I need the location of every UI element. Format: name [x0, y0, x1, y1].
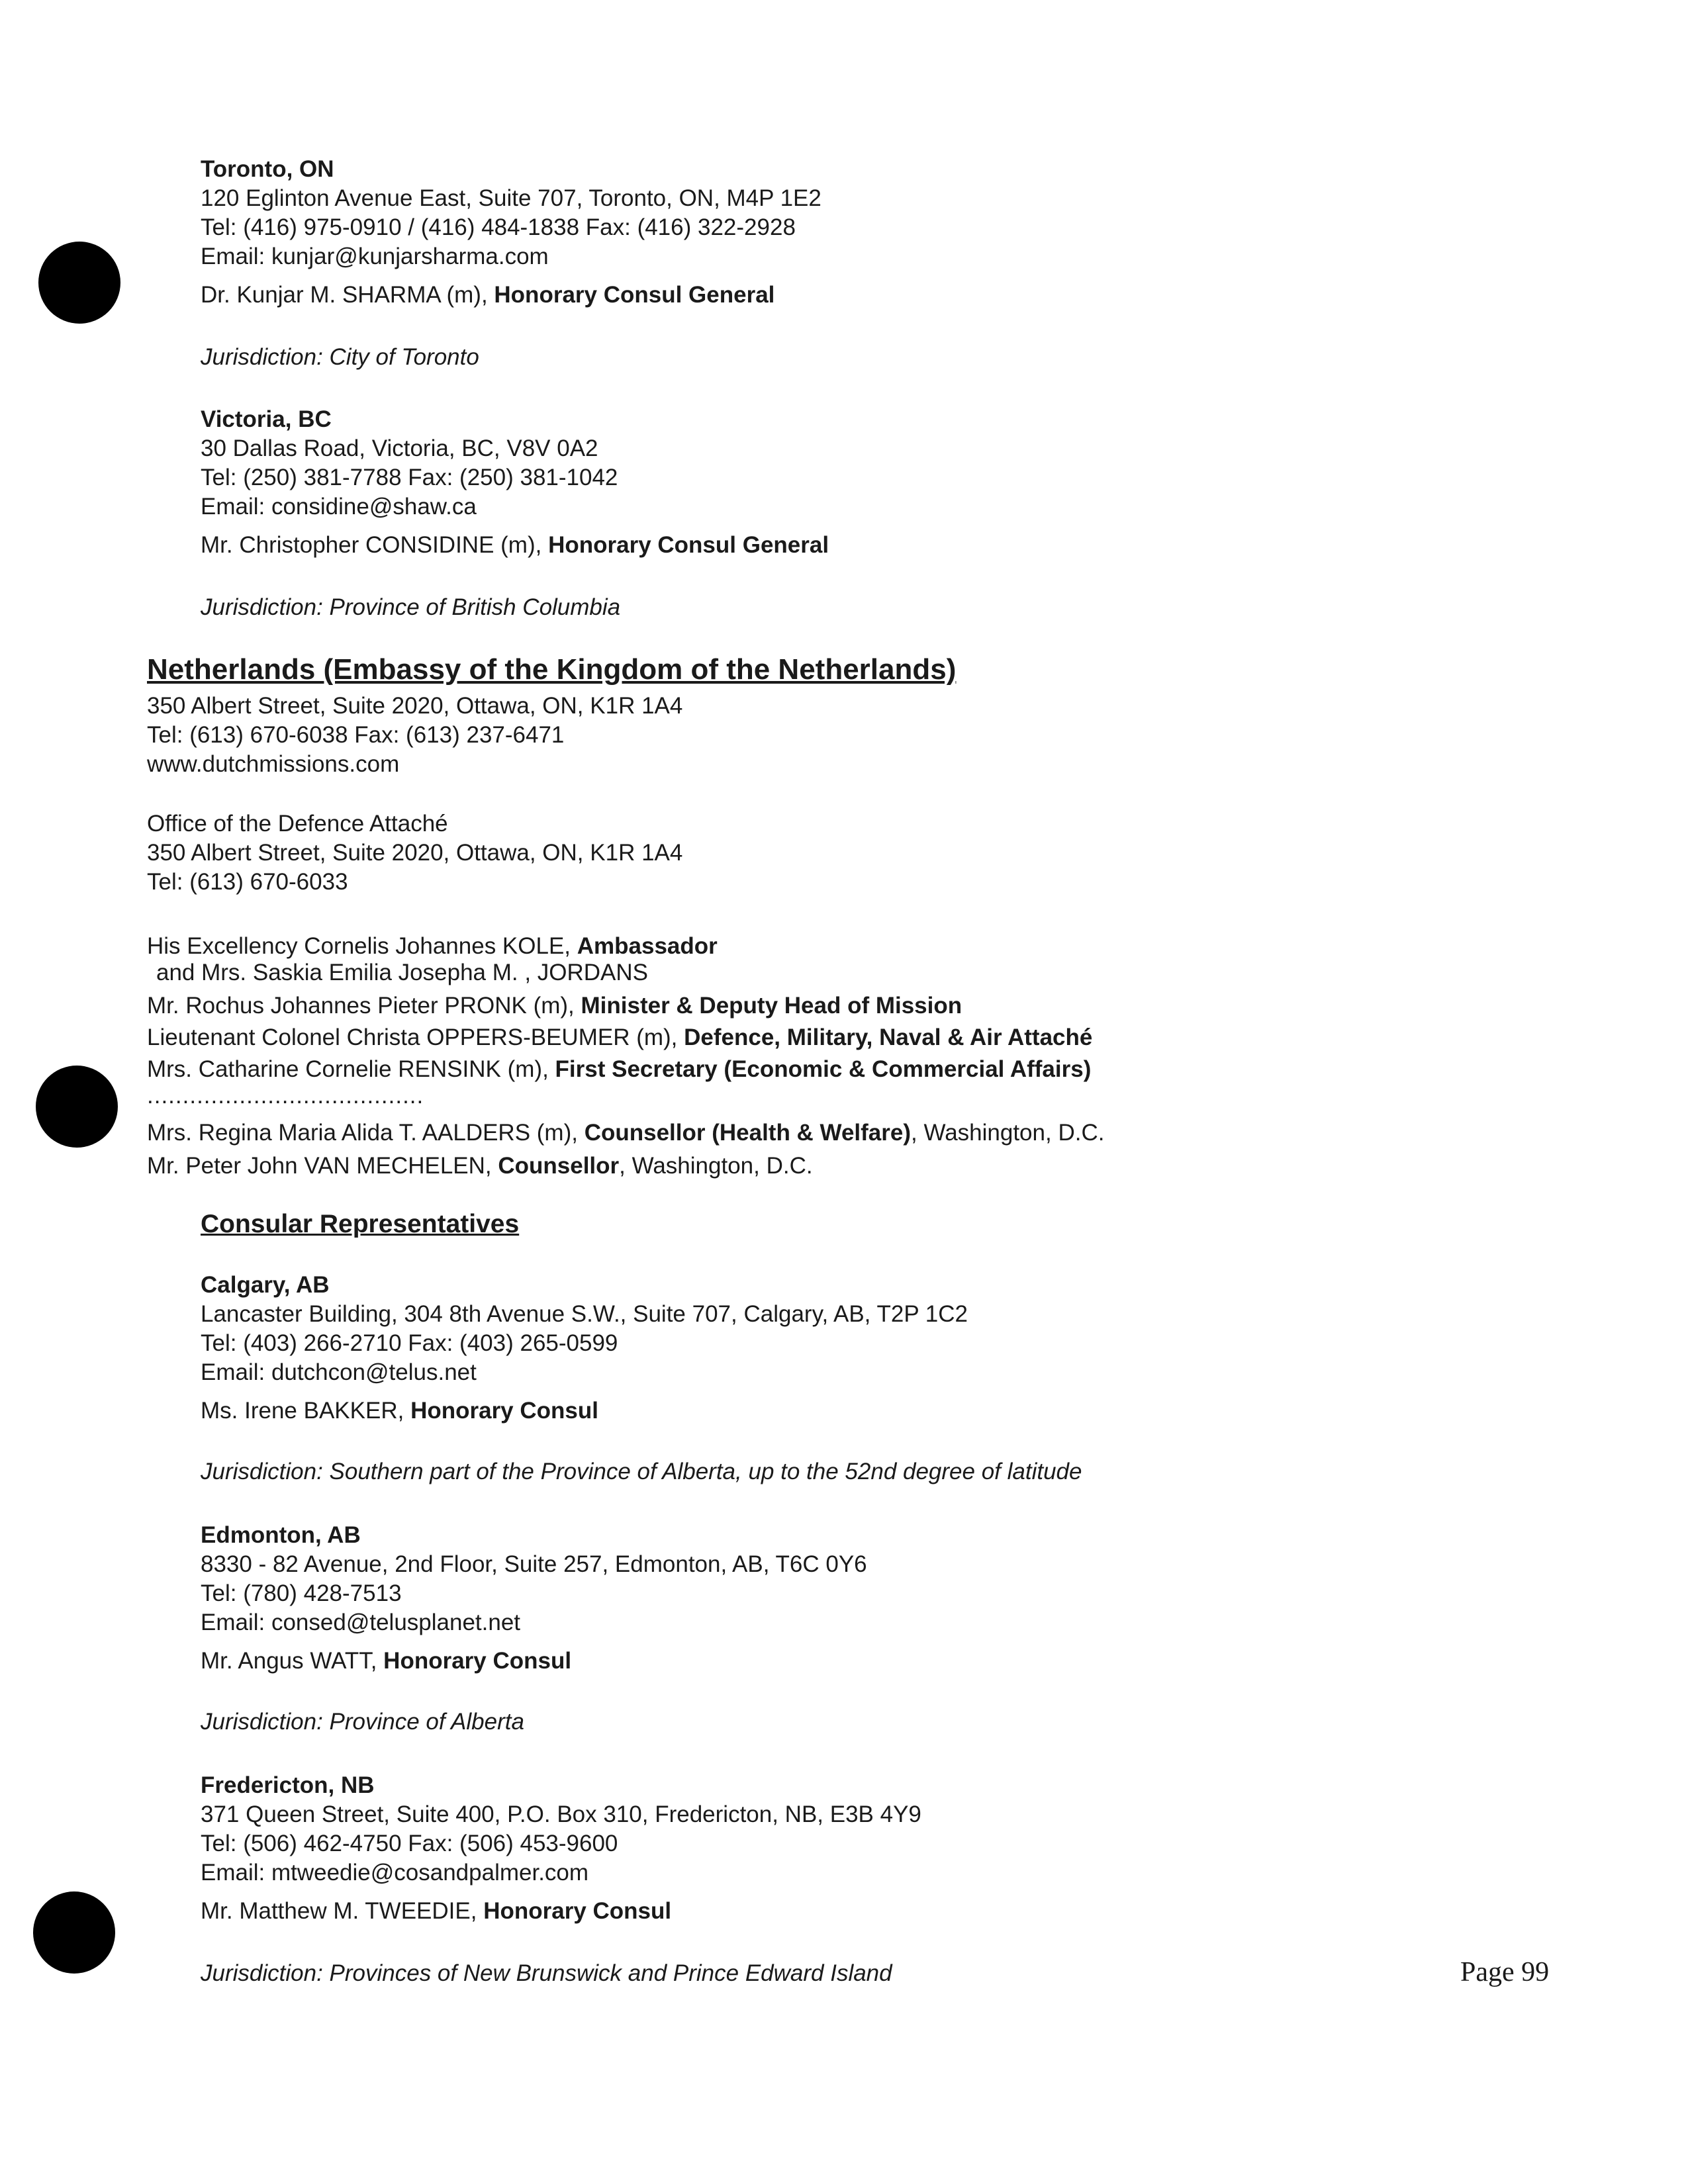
- staff-name: His Excellency Cornelis Johannes KOLE,: [147, 933, 577, 959]
- staff-name: Mrs. Catharine Cornelie RENSINK (m),: [147, 1056, 555, 1082]
- email: Email: consed@telusplanet.net: [201, 1610, 521, 1635]
- binder-hole-top: [38, 242, 120, 324]
- embassy-contact: [147, 692, 1405, 897]
- email: Email: kunjar@kunjarsharma.com: [201, 244, 549, 269]
- consul-name: Mr. Matthew M. TWEEDIE,: [201, 1898, 484, 1924]
- calgary-consulate: [201, 1271, 1524, 1496]
- consul-name: Mr. Christopher CONSIDINE (m),: [201, 532, 549, 558]
- telephone: Tel: (250) 381-7788 Fax: (250) 381-1042: [201, 465, 618, 490]
- email: Email: mtweedie@cosandpalmer.com: [201, 1860, 589, 1886]
- page-number: Page 99: [1460, 1957, 1550, 1987]
- city-heading: Fredericton, NB: [201, 1772, 375, 1798]
- telephone: Tel: (416) 975-0910 / (416) 484-1838 Fax: (416) 322-2928: [201, 214, 796, 240]
- staff-name: Mrs. Regina Maria Alida T. AALDERS (m),: [147, 1120, 585, 1146]
- staff-minister: [147, 991, 962, 1021]
- victoria-consulate: [201, 405, 1458, 630]
- staff-title: Counsellor: [498, 1153, 620, 1179]
- consul-line: [201, 1396, 598, 1426]
- embassy-address: 350 Albert Street, Suite 2020, Ottawa, ON, K1R 1A4: [147, 693, 683, 719]
- defence-office-address: 350 Albert Street, Suite 2020, Ottawa, ON, K1R 1A4: [147, 840, 683, 866]
- staff-name: Mr. Rochus Johannes Pieter PRONK (m),: [147, 993, 581, 1019]
- staff-counsellor-health: [147, 1118, 1104, 1148]
- city-heading: Victoria, BC: [201, 406, 332, 432]
- edmonton-consulate: [201, 1521, 1524, 1746]
- jurisdiction: Jurisdiction: Provinces of New Brunswick and Prince Edward Island: [201, 1960, 892, 1986]
- staff-title: Minister & Deputy Head of Mission: [581, 993, 962, 1019]
- consul-title: Honorary Consul General: [494, 282, 775, 308]
- embassy-staff: [147, 932, 1471, 1197]
- city-heading: Toronto, ON: [201, 156, 334, 182]
- staff-title: Ambassador: [577, 933, 718, 959]
- address: Lancaster Building, 304 8th Avenue S.W., Suite 707, Calgary, AB, T2P 1C2: [201, 1301, 968, 1327]
- staff-first-secretary: [147, 1055, 1091, 1084]
- country-heading: Netherlands (Embassy of the Kingdom of the Netherlands): [147, 653, 957, 686]
- consul-line: [201, 1897, 671, 1926]
- consul-title: Honorary Consul: [483, 1898, 672, 1924]
- staff-counsellor: [147, 1152, 813, 1181]
- consul-name: Mr. Angus WATT,: [201, 1648, 384, 1674]
- staff-location: , Washington, D.C.: [911, 1120, 1105, 1146]
- consul-name: Dr. Kunjar M. SHARMA (m),: [201, 282, 494, 308]
- jurisdiction: Jurisdiction: City of Toronto: [201, 344, 479, 370]
- embassy-telephone: Tel: (613) 670-6038 Fax: (613) 237-6471: [147, 722, 565, 748]
- dotted-separator: .......................................: [147, 1083, 424, 1109]
- telephone: Tel: (506) 462-4750 Fax: (506) 453-9600: [201, 1831, 618, 1856]
- staff-location: , Washington, D.C.: [619, 1153, 813, 1179]
- fredericton-consulate: [201, 1771, 1524, 1996]
- embassy-website: www.dutchmissions.com: [147, 751, 400, 777]
- address: 30 Dallas Road, Victoria, BC, V8V 0A2: [201, 435, 598, 461]
- address: 371 Queen Street, Suite 400, P.O. Box 310, Fredericton, NB, E3B 4Y9: [201, 1801, 921, 1827]
- defence-office-title: Office of the Defence Attaché: [147, 811, 448, 837]
- email: Email: considine@shaw.ca: [201, 494, 477, 520]
- staff-spouse: and Mrs. Saskia Emilia Josepha M. , JORDANS: [156, 960, 649, 985]
- consul-title: Honorary Consul: [383, 1648, 572, 1674]
- jurisdiction: Jurisdiction: Province of Alberta: [201, 1709, 524, 1735]
- defence-office-telephone: Tel: (613) 670-6033: [147, 869, 348, 895]
- telephone: Tel: (780) 428-7513: [201, 1580, 402, 1606]
- staff-ambassador: [147, 932, 718, 961]
- consul-line: [201, 531, 829, 560]
- consul-name: Ms. Irene BAKKER,: [201, 1398, 411, 1424]
- staff-title: Defence, Military, Naval & Air Attaché: [684, 1024, 1093, 1050]
- consul-line: [201, 281, 774, 310]
- consul-line: [201, 1647, 571, 1676]
- jurisdiction: Jurisdiction: Province of British Columbia: [201, 594, 621, 620]
- email: Email: dutchcon@telus.net: [201, 1359, 477, 1385]
- address: 8330 - 82 Avenue, 2nd Floor, Suite 257, Edmonton, AB, T6C 0Y6: [201, 1551, 867, 1577]
- consular-representatives-heading: Consular Representatives: [201, 1210, 520, 1238]
- toronto-consulate: [201, 155, 1458, 380]
- telephone: Tel: (403) 266-2710 Fax: (403) 265-0599: [201, 1330, 618, 1356]
- binder-hole-bottom: [33, 1891, 115, 1974]
- staff-title: First Secretary (Economic & Commercial Affairs): [555, 1056, 1092, 1082]
- binder-hole-middle: [36, 1066, 118, 1148]
- staff-title: Counsellor (Health & Welfare): [584, 1120, 912, 1146]
- consul-title: Honorary Consul: [410, 1398, 598, 1424]
- staff-name: Lieutenant Colonel Christa OPPERS-BEUMER (m),: [147, 1024, 684, 1050]
- address: 120 Eglinton Avenue East, Suite 707, Toronto, ON, M4P 1E2: [201, 185, 821, 211]
- staff-defence-attache: [147, 1023, 1092, 1052]
- consul-title: Honorary Consul General: [548, 532, 829, 558]
- jurisdiction: Jurisdiction: Southern part of the Province of Alberta, up to the 52nd degree of latitude: [201, 1459, 1082, 1484]
- staff-name: Mr. Peter John VAN MECHELEN,: [147, 1153, 498, 1179]
- city-heading: Calgary, AB: [201, 1272, 330, 1298]
- city-heading: Edmonton, AB: [201, 1522, 361, 1548]
